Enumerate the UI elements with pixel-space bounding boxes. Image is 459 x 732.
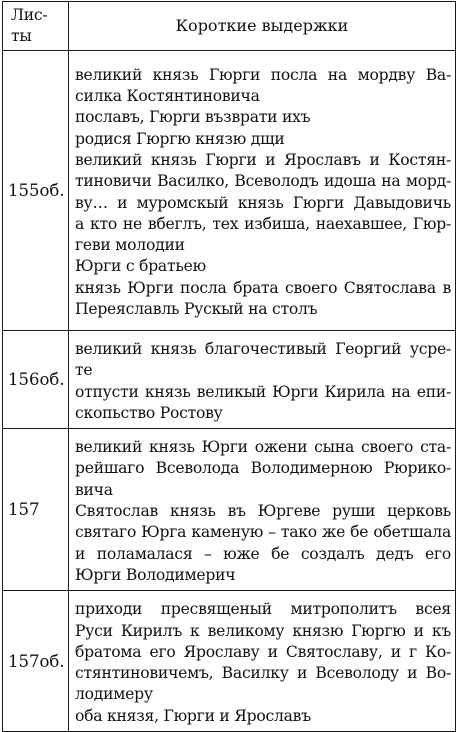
excerpt-line: великий князь Гюрги посла на мордву Ва- — [75, 65, 451, 84]
excerpt-cell — [69, 429, 456, 591]
excerpt-line: лодимеру — [75, 685, 153, 704]
excerpt-line: великий князь Гюрги и Ярославъ и Костян- — [75, 150, 451, 169]
excerpt-line: и поламалася – юже бе создалъ дедъ его — [75, 544, 451, 563]
sheet-cell: 156об. — [3, 331, 69, 429]
excerpt-cell — [69, 331, 456, 429]
excerpt-line: а кто не вбеглъ, тех избиша, наехавшее, Гюр- — [75, 214, 451, 233]
excerpt-line: святаго Юрга каменую – тако же бе обетшала — [75, 523, 451, 542]
excerpt-line: Юрги Володимерич — [75, 565, 236, 584]
excerpt-line: пославъ, Гюрги възврати ихъ — [75, 108, 311, 127]
excerpt-line: оба князя, Гюрги и Ярославъ — [75, 706, 311, 725]
sheets-header-line-1: Лис- — [11, 5, 48, 24]
excerpt-line: тиновичи Василко, Всеволодъ идоша на морд- — [75, 172, 451, 191]
excerpt-line: рейшаго Всеволода Володимерною Рюрико- — [75, 459, 451, 478]
excerpt-line: скопьство Ростову — [75, 403, 223, 422]
sheets-column-header — [3, 2, 69, 51]
excerpt-line: Руси Кирилъ к великому князю Гюргю и къ — [75, 621, 451, 640]
sheet-cell: 155об. — [3, 51, 69, 331]
excerpts-table — [2, 1, 456, 732]
excerpt-line: вича — [75, 480, 113, 499]
excerpt-line: ву… и муромскый князь Гюрги Давыдовичь — [75, 193, 451, 212]
table-row — [3, 331, 456, 429]
sheet-cell: 157 — [3, 429, 69, 591]
sheet-cell: 157об. — [3, 591, 69, 732]
excerpt-line: приходи пресвященый митрополитъ всея — [75, 600, 451, 619]
table-row — [3, 429, 456, 591]
excerpt-line: братома его Ярославу и Святославу, и г Ко- — [75, 642, 451, 661]
excerpt-line: стянтиновичемъ, Василку и Всеволоду и Во- — [75, 664, 451, 683]
excerpt-line: Переяславль Рускый на столъ — [75, 299, 318, 318]
header-row — [3, 2, 456, 51]
excerpt-line: великий князь Юрги ожени сына своего ста- — [75, 438, 451, 457]
excerpt-line: великий князь благочестивый Георгий усре- — [75, 340, 451, 358]
table-row — [3, 591, 456, 732]
excerpt-line: те — [75, 361, 93, 380]
excerpt-line: родися Гюргю князю дщи — [75, 129, 285, 148]
table-row — [3, 51, 456, 331]
excerpt-cell — [69, 591, 456, 732]
excerpt-line: отпусти князь великый Юрги Кирила на епи- — [75, 382, 451, 401]
excerpt-line: Святослав князь въ Юргеве руши церковь — [75, 502, 451, 521]
excerpt-line: князь Юрги посла брата своего Святослава в — [75, 278, 451, 297]
excerpt-line: Юрги с братьею — [75, 257, 206, 276]
excerpt-line: силка Костянтиновича — [75, 87, 260, 106]
sheets-header-line-2: ты — [11, 27, 32, 45]
excerpt-line: геви молодии — [75, 236, 185, 255]
excerpts-column-header: Короткие выдержки — [69, 2, 456, 51]
excerpt-cell — [69, 51, 456, 331]
